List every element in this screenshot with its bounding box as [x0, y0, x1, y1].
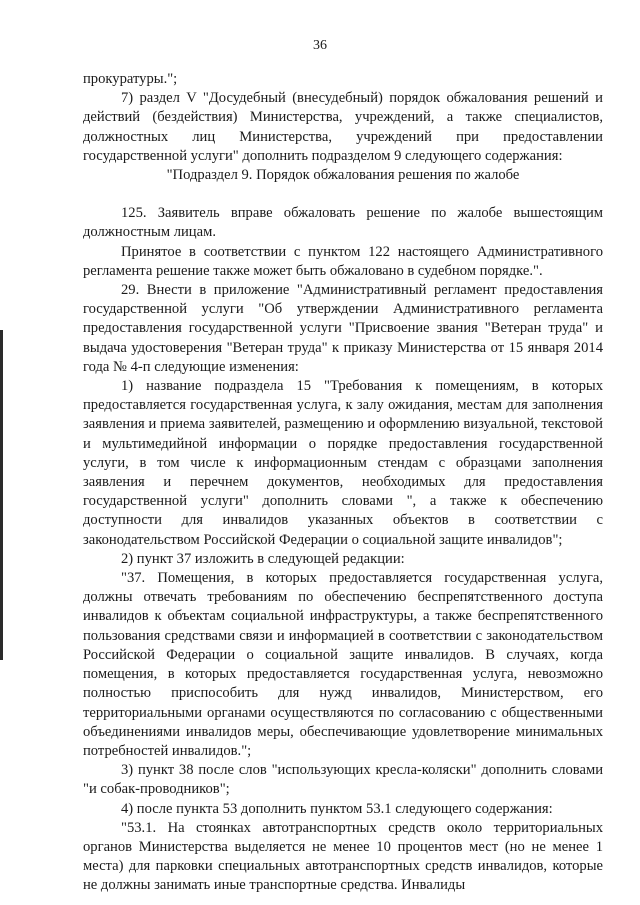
scan-edge-shadow — [0, 330, 3, 660]
paragraph-clause-125-cont: Принятое в соответствии с пунктом 122 настоящего Административного регламента решение также может быть обжаловано в судебном порядке.". — [83, 243, 603, 279]
paragraph-clause-53-1: "53.1. На стоянках автотранспортных средств около территориальных органов Министерства выделяется не менее 10 процентов мест (но не менее 1 места) для парковки специальных автотранспортных средств инвалидов, которые не должны занимать иные транспортные средства. Инвалиды — [83, 819, 603, 894]
paragraph-sub-2: 2) пункт 37 изложить в следующей редакции: — [121, 550, 405, 567]
paragraph-continuation: прокуратуры."; — [83, 71, 178, 87]
paragraph-item-7: 7) раздел V "Досудебный (внесудебный) порядок обжалования решений и действий (бездействия) Министерства, учреждений, а также специалистов, должностных лиц Министерства, учреждений при предоставлении государственной услуги" дополнить подразделом 9 следующего содержания: — [83, 90, 603, 164]
page-number: 36 — [313, 38, 327, 53]
subsection-heading: "Подраздел 9. Порядок обжалования решения по жалобе — [166, 167, 520, 184]
paragraph-sub-1: 1) название подраздела 15 "Требования к помещениям, в которых предоставляется государственная услуга, к залу ожидания, местам для заполнения заявления и приема заявителей, размещению и оформлению визуальной, текстовой и мультимедийной информации о порядке предоставления государственной услуги, в том числе к информационным стендам с образцами заполнения заявления и перечнем документов, необходимых для предоставления государственной услуги" дополнить словами ", а также к обеспечению доступности для инвалидов указанных объектов в соответствии с законодательством Российской Федерации о социальной защите инвалидов"; — [83, 378, 603, 548]
paragraph-sub-4: 4) после пункта 53 дополнить пунктом 53.1 следующего содержания: — [121, 800, 553, 817]
paragraph-sub-3: 3) пункт 38 после слов "использующих кресла-коляски" дополнить словами "и собак-проводников"; — [83, 762, 603, 798]
paragraph-clause-125: 125. Заявитель вправе обжаловать решение по жалобе вышестоящим должностным лицам. — [83, 205, 603, 241]
document-body — [83, 70, 603, 896]
paragraph-item-29: 29. Внести в приложение "Административный регламент предоставления государственной услуги "Об утверждении Административного регламента предоставления государственной услуги "Присвоение звания "Ветеран труда" и выдача удостоверения "Ветеран труда" к приказу Министерства от 15 января 2014 года № 4-п следующие изменения: — [83, 282, 603, 375]
paragraph-clause-37: "37. Помещения, в которых предоставляется государственная услуга, должны отвечать требованиям по обеспечению беспрепятственного доступа инвалидов к объектам социальной инфраструктуры, а также беспрепятственного пользования средствами связи и информацией в соответствии с законодательством Российской Федерации о социальной защите инвалидов. В случаях, когда помещения, в которых предоставляется государственная услуга, невозможно полностью приспособить для нужд инвалидов, Министерством, его территориальными органами осуществляются по согласованию с общественными объединениями инвалидов меры, обеспечивающие удовлетворение минимальных потребностей инвалидов."; — [83, 570, 603, 759]
